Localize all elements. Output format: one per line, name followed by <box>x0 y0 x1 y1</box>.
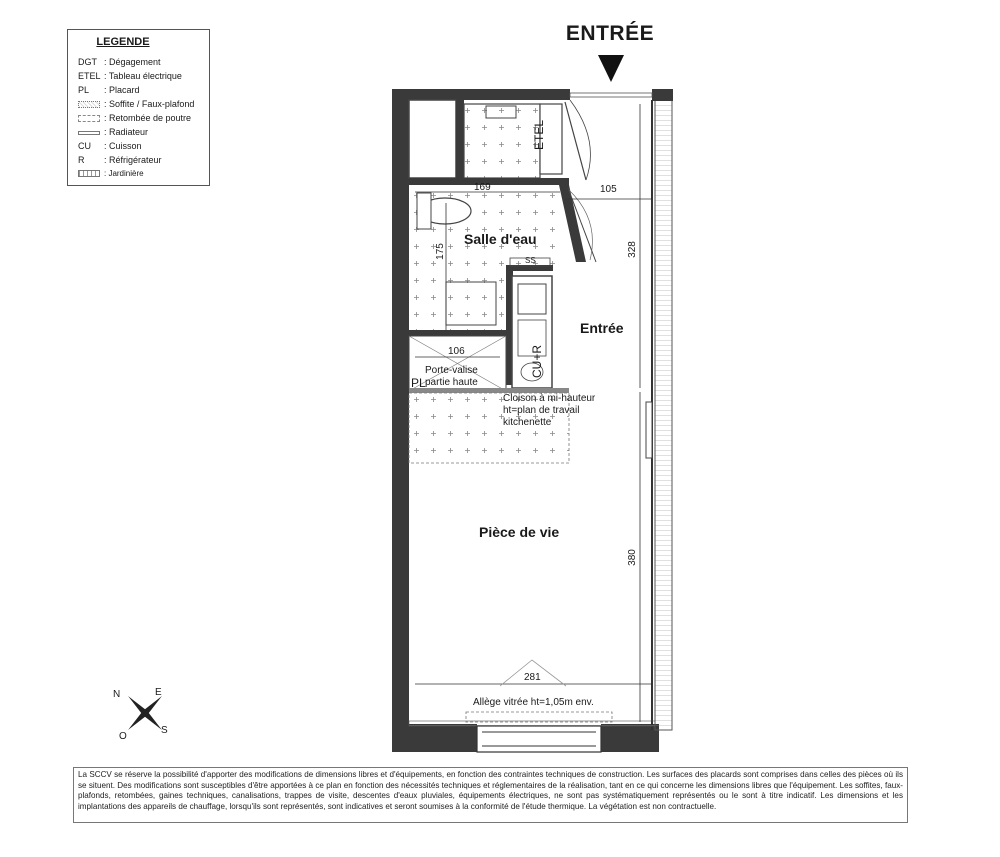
dim-169: 169 <box>474 182 491 193</box>
legend-title: LEGENDE <box>96 36 150 48</box>
pl-label: PL <box>411 376 426 390</box>
compass-north: N <box>113 689 121 700</box>
entrance-label: ENTRÉE <box>565 22 655 45</box>
dim-106: 106 <box>448 346 465 357</box>
legend-item: : Soffite / Faux-plafond <box>78 98 194 110</box>
compass-east: E <box>155 687 162 698</box>
legend-item: PL : Placard <box>78 85 140 95</box>
left-wall <box>392 89 409 752</box>
window-frame <box>477 726 601 752</box>
room-label-salle-eau: Salle d'eau <box>464 231 537 247</box>
legend-item: DGT : Dégagement <box>78 57 161 67</box>
ss-label: SS <box>525 256 536 265</box>
dim-380: 380 <box>626 549 638 566</box>
compass-west: O <box>119 731 127 742</box>
top-wall-left <box>392 89 570 100</box>
cu-r-label: CU+R <box>530 344 544 378</box>
radiator <box>646 402 652 458</box>
bottom-wall-left <box>392 724 477 752</box>
dim-175: 175 <box>434 243 446 260</box>
legend-item: ETEL : Tableau électrique <box>78 71 182 81</box>
room-label-piece-vie: Pièce de vie <box>479 524 560 540</box>
dim-105: 105 <box>600 184 617 195</box>
shower-tray <box>464 104 540 178</box>
dim-328: 328 <box>626 241 638 258</box>
room-label-entree: Entrée <box>580 320 624 336</box>
compass <box>105 685 185 755</box>
right-facade <box>655 100 672 730</box>
legend-item: R : Réfrigérateur <box>78 155 162 165</box>
note-allege: Allège vitrée ht=1,05m env. <box>473 697 594 708</box>
note-cloison: Cloison à mi-hauteur ht=plan de travail kitchenette <box>503 393 596 428</box>
dim-281: 281 <box>524 672 541 683</box>
bottom-wall-right <box>601 724 659 752</box>
compass-south: S <box>161 725 168 736</box>
legend-item: : Retombée de poutre <box>78 112 191 124</box>
legend-item: : Jardinière <box>78 168 144 180</box>
legend-item: : Radiateur <box>78 126 148 138</box>
legend-item: CU : Cuisson <box>78 141 142 151</box>
note-porte-valise: Porte-valise partie haute <box>425 365 478 388</box>
disclaimer-text: La SCCV se réserve la possibilité d'apporter des modifications de dimensions libres et d'équipements, en fonction des contraintes techniques de construction. Les surfaces des placards sont comprises dans celles des pièces où ils se situent. Des modifications sont susceptibles d'être apportées à ce plan en fonction des nécessités techniques et réglementaires de la réalisation, tant en ce qui concerne les dimensions libres que l'équipement. Les soffites, faux-plafonds, retombées, gaines techniques, canalisations, trappes de visite, descentes d'eaux pluviales, équipements électriques, ne sont pas systématiquement représentés ou le sont à titre indicatif. Les dimensions et les implantations des appareils de chauffage, lorsqu'ils sont représentés, sont indicatives et seront soumises à la conformité de l'étude thermique. La végétation est non contractuelle. <box>73 767 908 823</box>
etel-label: ETEL <box>532 119 546 150</box>
